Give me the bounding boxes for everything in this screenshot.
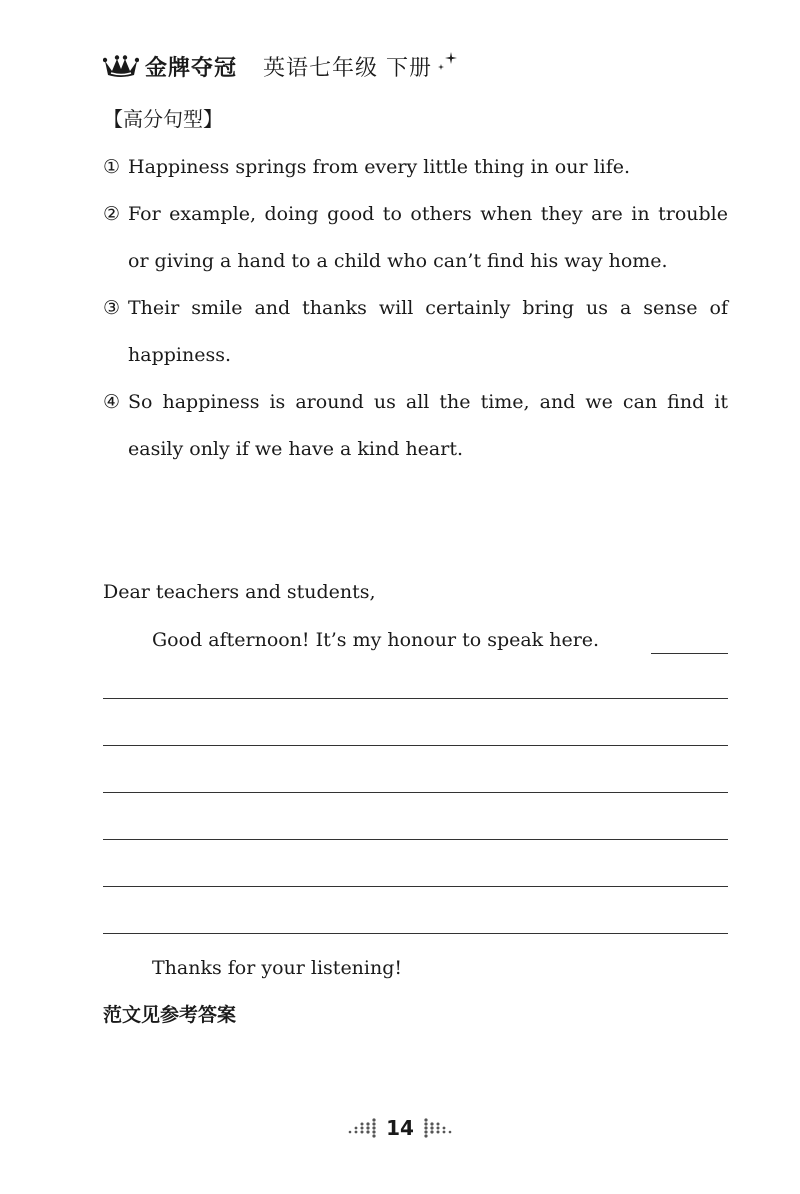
- writing-line[interactable]: [103, 886, 728, 887]
- item-text: Their smile and thanks will certainly bring us a sense of happiness.: [128, 297, 728, 366]
- list-item: [103, 285, 728, 379]
- brand-name: 金牌夺冠: [145, 55, 238, 81]
- letter-closing: Thanks for your listening!: [152, 957, 403, 979]
- book-title: 英语七年级 下册: [263, 55, 433, 81]
- item-text: For example, doing good to others when they are in trouble or giving a hand to a child who can’t find his way home.: [128, 203, 728, 272]
- writing-line[interactable]: [103, 698, 728, 699]
- dots-decoration-left-icon: [346, 1118, 380, 1138]
- item-number: ④: [103, 391, 121, 413]
- item-number: ②: [103, 203, 121, 225]
- item-text: So happiness is around us all the time, and we can find it easily only if we have a kind heart.: [128, 391, 728, 460]
- writing-line[interactable]: [103, 839, 728, 840]
- item-number: ①: [103, 156, 121, 178]
- crown-icon: [103, 53, 139, 79]
- list-item: [103, 379, 728, 473]
- writing-line[interactable]: [103, 745, 728, 746]
- page-footer: [0, 1113, 800, 1143]
- list-item: [103, 191, 728, 285]
- writing-line[interactable]: [103, 933, 728, 934]
- letter-opening: Good afternoon! It’s my honour to speak here.: [152, 629, 600, 651]
- writing-line-short[interactable]: [651, 653, 728, 654]
- letter-greeting: Dear teachers and students,: [103, 581, 376, 603]
- item-number: ③: [103, 297, 121, 319]
- sparkle-icon: [436, 50, 458, 74]
- section-title: 【高分句型】: [103, 107, 223, 131]
- list-item: [103, 144, 728, 191]
- writing-line[interactable]: [103, 792, 728, 793]
- sentence-list: [103, 144, 728, 473]
- item-text: Happiness springs from every little thing in our life.: [128, 156, 631, 178]
- page-header: [103, 48, 458, 84]
- dots-decoration-right-icon: [420, 1118, 454, 1138]
- answer-note: 范文见参考答案: [103, 1004, 237, 1026]
- page-number: 14: [386, 1116, 414, 1140]
